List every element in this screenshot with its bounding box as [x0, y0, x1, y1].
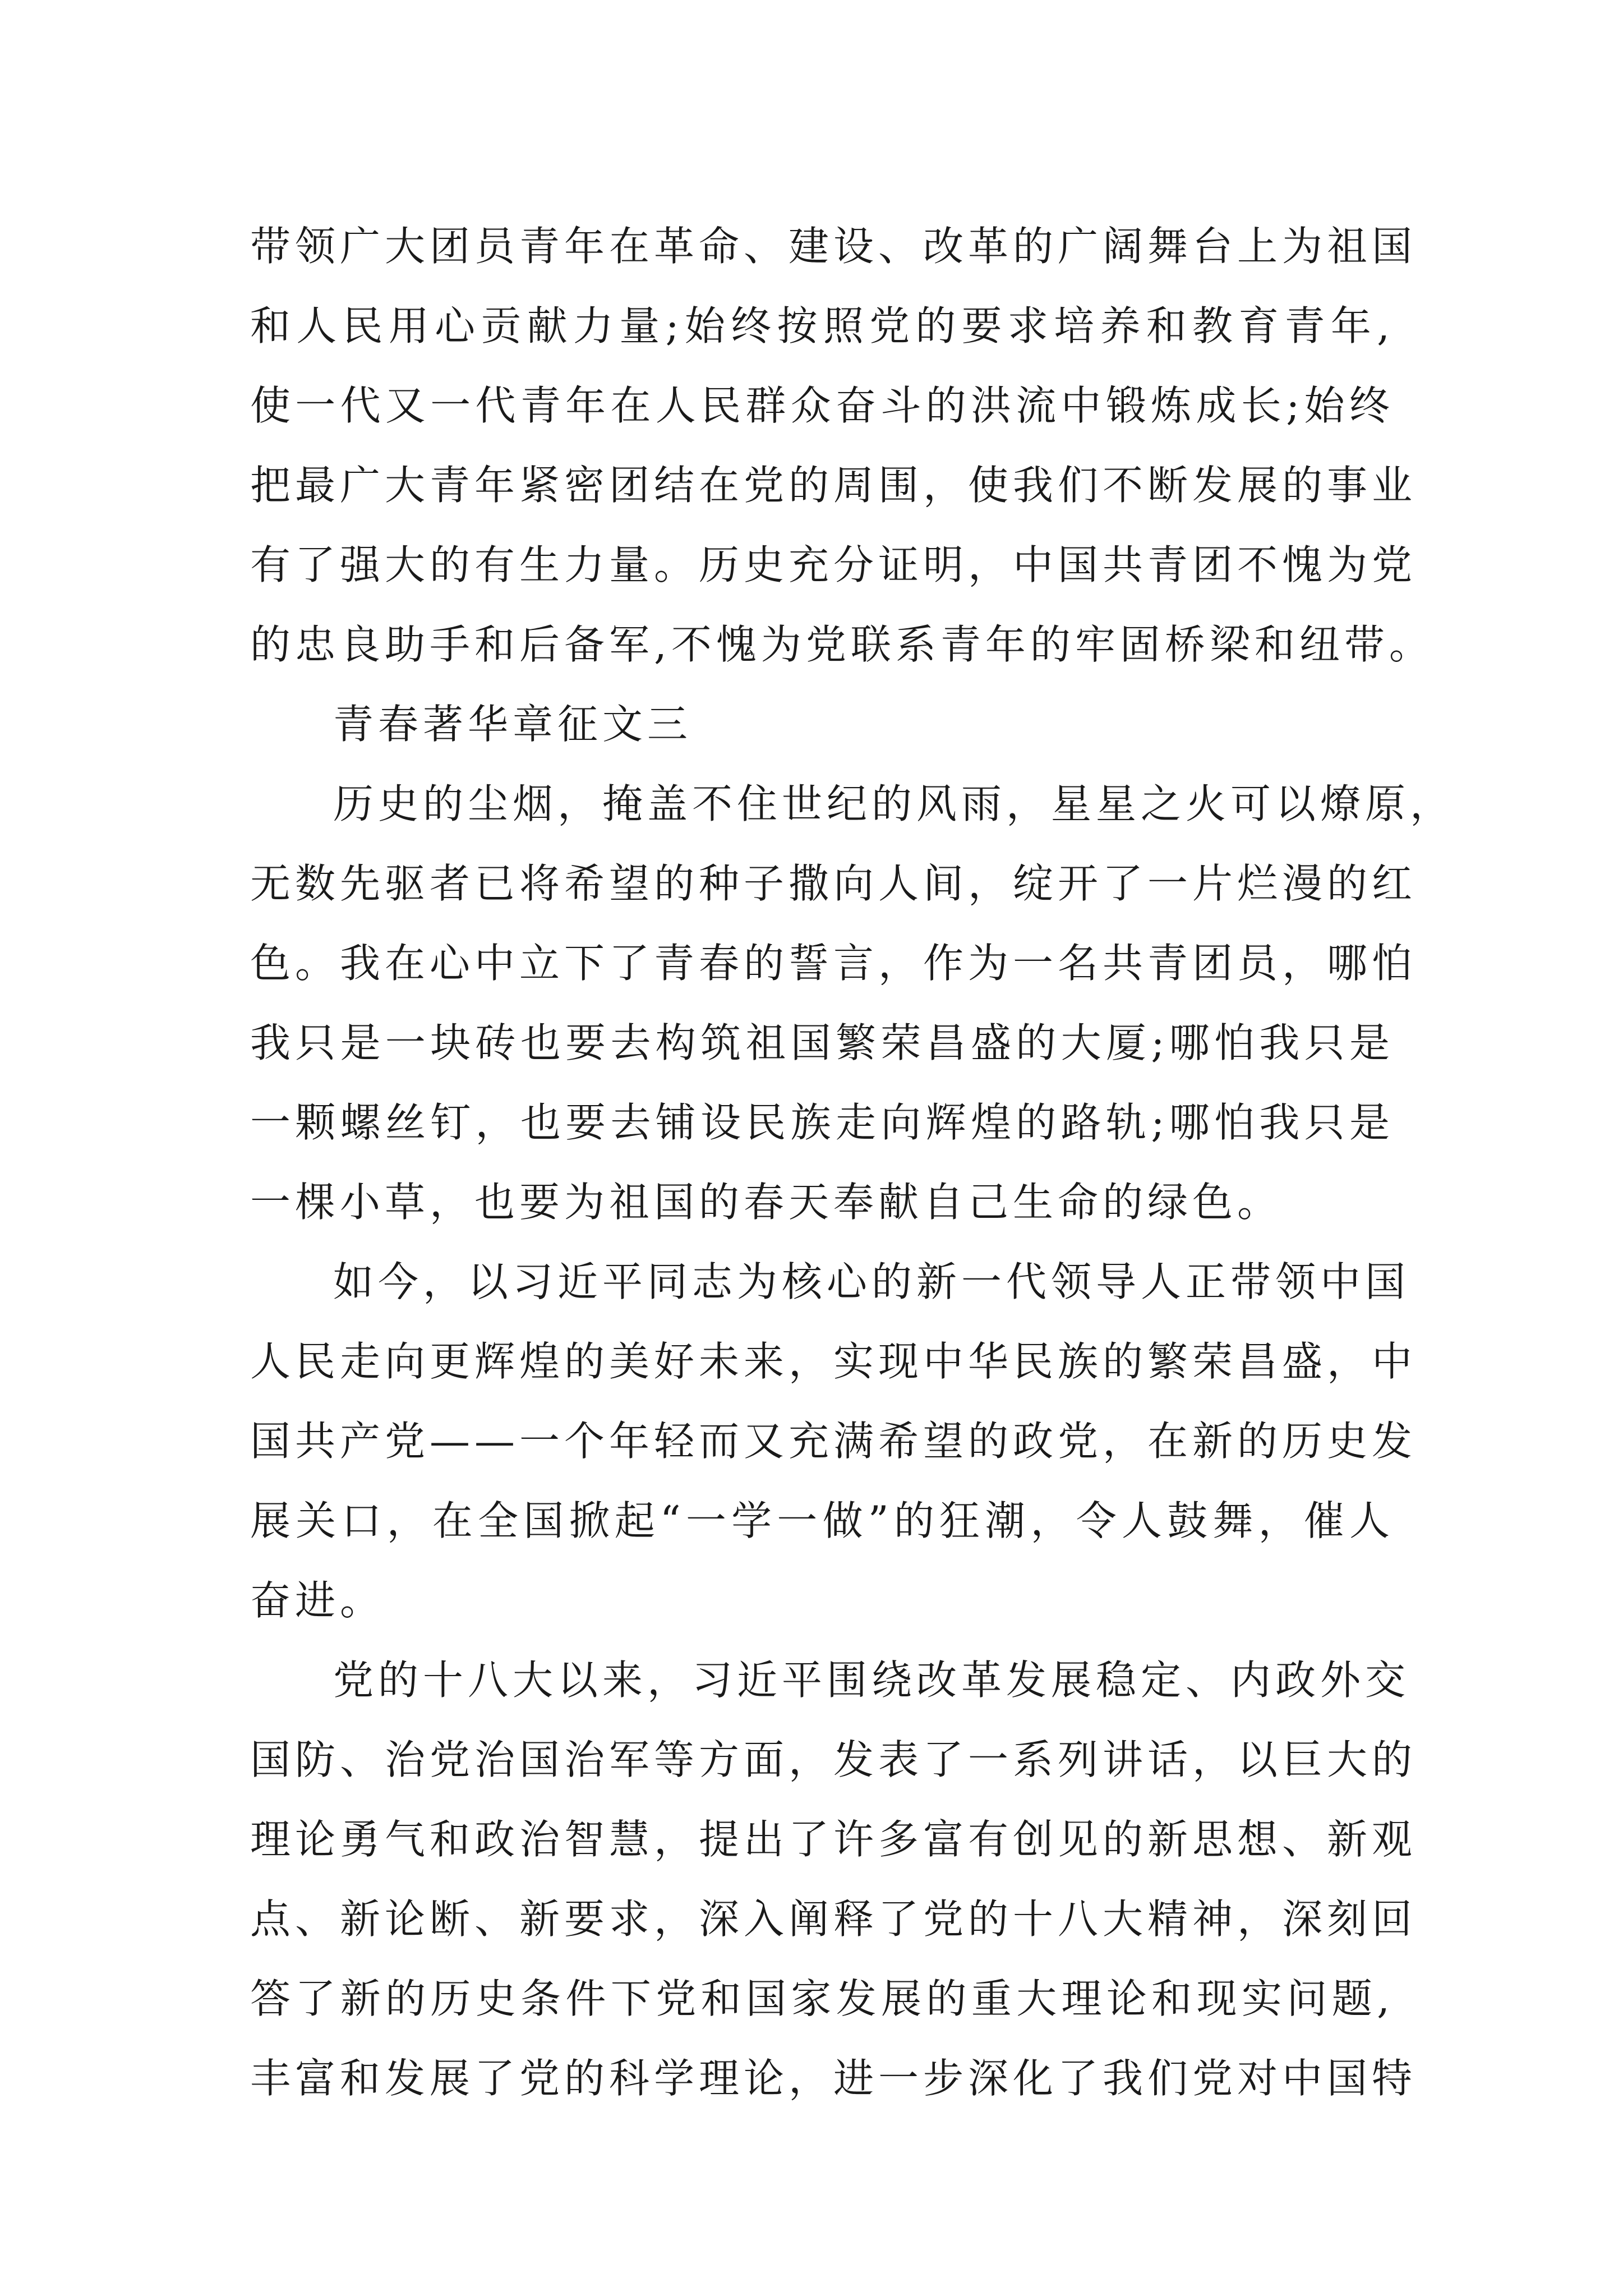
- body-line: 一颗螺丝钉，也要去铺设民族走向辉煌的路轨;哪怕我只是: [250, 1099, 1394, 1146]
- body-line: 和人民用心贡献力量;始终按照党的要求培养和教育青年,: [250, 302, 1394, 349]
- section-heading: 青春著华章征文三: [333, 701, 693, 748]
- body-line: 有了强大的有生力量。历史充分证明，中国共青团不愧为党: [250, 541, 1417, 588]
- document-body: [250, 206, 1455, 2118]
- body-line: 党的十八大以来，习近平围绕改革发展稳定、内政外交: [333, 1657, 1410, 1704]
- body-line: 使一代又一代青年在人民群众奋斗的洪流中锻炼成长;始终: [250, 382, 1394, 429]
- body-line: 人民走向更辉煌的美好未来，实现中华民族的繁荣昌盛，中: [250, 1338, 1417, 1385]
- body-line: 展关口，在全国掀起“一学一做”的狂潮，令人鼓舞，催人: [250, 1497, 1394, 1544]
- body-line: 丰富和发展了党的科学理论，进一步深化了我们党对中国特: [250, 2055, 1417, 2102]
- body-line: 的忠良助手和后备军,不愧为党联系青年的牢固桥梁和纽带。: [250, 621, 1434, 668]
- body-line: 色。我在心中立下了青春的誓言，作为一名共青团员，哪怕: [250, 940, 1417, 987]
- body-line: 一棵小草，也要为祖国的春天奉献自己生命的绿色。: [250, 1179, 1283, 1226]
- body-line: 国防、治党治国治军等方面，发表了一系列讲话，以巨大的: [250, 1736, 1417, 1783]
- body-line: 历史的尘烟，掩盖不住世纪的风雨，星星之火可以燎原，: [333, 780, 1455, 827]
- body-line: 国共产党——一个年轻而又充满希望的政党，在新的历史发: [250, 1418, 1417, 1465]
- body-line: 如今，以习近平同志为核心的新一代领导人正带领中国: [333, 1258, 1410, 1305]
- body-line: 把最广大青年紧密团结在党的周围，使我们不断发展的事业: [250, 462, 1417, 509]
- body-line: 答了新的历史条件下党和国家发展的重大理论和现实问题,: [250, 1975, 1394, 2022]
- body-line: 奋进。: [250, 1577, 385, 1624]
- body-line: 无数先驱者已将希望的种子撒向人间，绽开了一片烂漫的红: [250, 860, 1417, 907]
- body-line: 我只是一块砖也要去构筑祖国繁荣昌盛的大厦;哪怕我只是: [250, 1019, 1394, 1066]
- body-line: 带领广大团员青年在革命、建设、改革的广阔舞台上为祖国: [250, 223, 1417, 270]
- body-line: 点、新论断、新要求，深入阐释了党的十八大精神，深刻回: [250, 1895, 1417, 1943]
- body-line: 理论勇气和政治智慧，提出了许多富有创见的新思想、新观: [250, 1816, 1417, 1863]
